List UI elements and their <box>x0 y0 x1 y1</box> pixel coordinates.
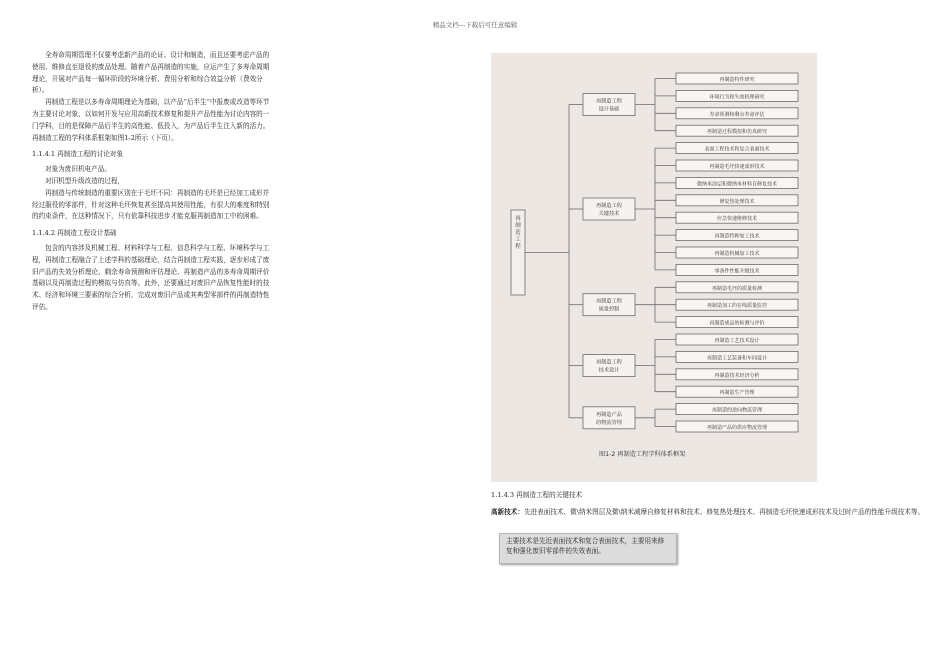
diagram-item-label: 零备件性能升级技术 <box>714 268 760 275</box>
diagram-group-label: 再制造产品 <box>596 411 622 418</box>
diagram-item-label: 再制造成品的检测与评价 <box>709 320 765 327</box>
right-column <box>491 490 936 519</box>
diagram-item-label: 再制造生产管理 <box>719 390 755 397</box>
diagram-item-label: 再制造工艺技术设计 <box>714 338 760 344</box>
page-header: 精品文档---下载后可任意编辑 <box>432 21 518 29</box>
diagram-group-label: 质量控制 <box>598 306 620 313</box>
paragraph: 包含的内容涉及机械工程、材料科学与工程、信息科学与工程、环境科学与工程，再制造工程融合了上述学科的基础理论，结合再制造工程实践，逐步形成了废旧产品的失效分析理论、剩余寿命预测和评估理论、再制造产品的多寿命周期评价基础以及再制造过程的模拟与仿真等。此外，还要通过对废旧产品恢复性能时的技术、经济和环境三要素的综合分析，完成对废旧产品或其典型零部件的再制造特性评估。 <box>32 243 270 311</box>
diagram-group-label: 设计基础 <box>598 106 620 113</box>
diagram-group-label: 的物流管理 <box>596 419 622 426</box>
list-item: 对象为废旧机电产品。 <box>45 165 111 174</box>
diagram-item-label: 再制造特种加工技术 <box>714 233 760 240</box>
diagram-root-label: 再制造工程 <box>515 216 521 250</box>
paragraph: 再制造与传统制造的重要区别在于毛坯不同：再制造的毛坯是已经加工成形并经过服役的零部件，针对这种毛坯恢复甚至提高其使用性能，有很大的难度和特别的约束条件，在这种情况下，只有依靠科技进步才能克服再制造加工中的困难。 <box>32 188 270 221</box>
diagram-group-label: 再制造工程 <box>596 98 622 105</box>
diagram-item-label: 再制造加工的在线质量监控 <box>706 303 768 310</box>
diagram-item-label: 再制造毛坯的质量检测 <box>711 285 763 292</box>
diagram-group-label: 技术设计 <box>598 367 620 374</box>
callout-note: 主要技术是先近表面技术和复合表面技术，主要用来修复和强化废旧零部件的失效表面。 <box>499 533 677 564</box>
diagram-item-label: 再制造特性研究 <box>719 77 755 83</box>
term-label: 高新技术： <box>491 507 524 516</box>
list-item: 对旧机型升级改造的过程， <box>45 176 125 185</box>
diagram-item-label: 修复热处理技术 <box>719 198 755 205</box>
figure-caption: 图1-2 再制造工程学科体系框架 <box>599 451 686 458</box>
diagram-item-label: 再制造的逆向物流管理 <box>711 407 763 414</box>
diagram-item-label: 再制造机械加工技术 <box>714 251 760 257</box>
discipline-framework-diagram <box>491 53 817 482</box>
paragraph: 全寿命周期管理不仅要考虑新产品的论证、设计和制造，而且还要考虑产品的使用、维修直至退役的废品处理。随着产品再制造的实施，应运产生了多寿命周期理论，开展对产品每一循环阶段的环境分析、费用分析和综合效益分析（费效分析）。 <box>32 51 270 95</box>
diagram-item-label: 再制造技术经济分析 <box>714 372 760 379</box>
diagram-item-label: 再制造工艺装备和车间设计 <box>706 355 768 362</box>
diagram-item-label: 微纳米涂层和微纳米材料自修复技术 <box>696 181 778 188</box>
diagram-item-label: 环境行为和失效机理研究 <box>709 94 765 101</box>
term-text: 先进表面技术、微\纳米图层及微\纳米减摩自修复材料和技术、修复热处理技术、再制造毛坯快速成形技术及过时产品的性能升级技术等。 <box>523 507 925 516</box>
left-column <box>32 50 270 314</box>
diagram-group-label: 再制造工程 <box>596 359 622 366</box>
diagram-item-label: 寿命预测和剩余寿命评估 <box>709 111 765 118</box>
diagram-item-label: 表面工程技术和复合表面技术 <box>704 146 770 153</box>
diagram-item-label: 再制造过程模拟和仿真研究 <box>706 129 768 136</box>
diagram-group-label: 关键技术 <box>598 211 620 217</box>
diagram-group-label: 再制造工程 <box>596 298 622 305</box>
section-heading: 1.1.4.3 再制造工程的关键技术 <box>491 491 583 499</box>
paragraph <box>491 507 936 519</box>
diagram-item-label: 再制造毛坯快速成形技术 <box>709 164 765 170</box>
section-heading: 1.1.4.2 再制造工程设计基础 <box>32 229 117 238</box>
diagram-item-label: 再制造产品的供应物流管理 <box>706 425 768 431</box>
diagram-group-label: 再制造工程 <box>596 203 622 209</box>
diagram-item-label: 应急快速维修技术 <box>716 216 758 223</box>
figure-photo <box>491 53 817 482</box>
section-heading: 1.1.4.1 再制造工程的讨论对象 <box>32 150 124 159</box>
paragraph: 再制造工程是以多寿命周期理论为基础，以产品“后半生”中报废或改造等环节为主要讨论对象，以如何开发与应用高新技术修复和提升产品性能为讨论内容的一门学科，目的是保障产品后半生的高性能、低投入，为产品后半生注入新的活力。再制造工程的学科体系框架如图1-2所示（下页）。 <box>32 98 270 142</box>
